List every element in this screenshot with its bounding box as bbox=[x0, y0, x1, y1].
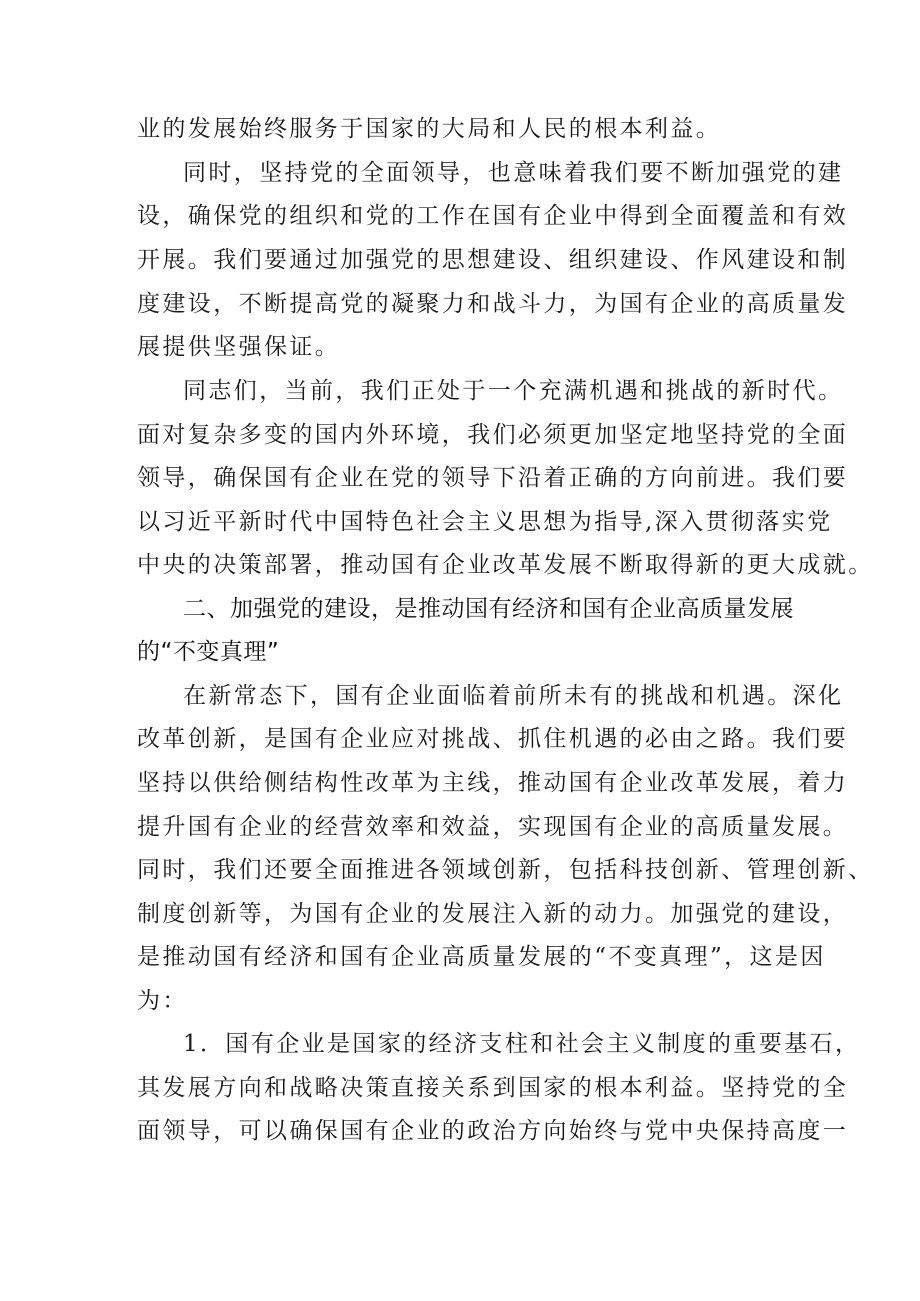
body-text-line: 为： bbox=[137, 988, 188, 1014]
body-text-line: 设，确保党的组织和党的工作在国有企业中得到全面覆盖和有效 bbox=[137, 203, 849, 229]
body-text-line: 度建设，不断提高党的凝聚力和战斗力，为国有企业的高质量发 bbox=[137, 291, 849, 317]
body-text-line: 是推动国有经济和国有企业高质量发展的“不变真理”，这是因 bbox=[137, 944, 826, 970]
body-text-line: 制度创新等，为国有企业的发展注入新的动力。加强党的建设， bbox=[137, 901, 849, 927]
body-text-line: 以习近平新时代中国特色社会主义思想为指导,深入贯彻落实党 bbox=[137, 509, 833, 535]
body-text-line: 业的发展始终服务于国家的大局和人民的根本利益。 bbox=[137, 116, 722, 142]
paragraph-first-line: 在新常态下，国有企业面临着前所未有的挑战和机遇。深化 bbox=[183, 683, 844, 709]
section-heading-continued: 的“不变真理” bbox=[137, 639, 280, 665]
body-text-line: 展提供坚强保证。 bbox=[137, 334, 341, 360]
body-text-line: 开展。我们要通过加强党的思想建设、组织建设、作风建设和制 bbox=[137, 247, 849, 273]
body-text-line: 改革创新，是国有企业应对挑战、抓住机遇的必由之路。我们要 bbox=[137, 726, 849, 752]
paragraph-first-line: 同时，坚持党的全面领导，也意味着我们要不断加强党的建 bbox=[183, 160, 844, 186]
paragraph-first-line: 同志们，当前，我们正处于一个充满机遇和挑战的新时代。 bbox=[183, 378, 844, 404]
body-text-line: 面对复杂多变的国内外环境，我们必须更加坚定地坚持党的全面 bbox=[137, 422, 849, 448]
body-text-line: 中央的决策部署，推动国有企业改革发展不断取得新的更大成就。 bbox=[137, 552, 874, 578]
section-heading: 二、加强党的建设，是推动国有经济和国有企业高质量发展 bbox=[183, 596, 794, 622]
body-text-line: 同时，我们还要全面推进各领域创新，包括科技创新、管理创新、 bbox=[137, 857, 874, 883]
body-text-line: 其发展方向和战略决策直接关系到国家的根本利益。坚持党的全 bbox=[137, 1075, 849, 1101]
body-text-line: 面领导，可以确保国有企业的政治方向始终与党中央保持高度一 bbox=[137, 1118, 849, 1144]
body-text-line: 坚持以供给侧结构性改革为主线，推动国有企业改革发展，着力 bbox=[137, 770, 849, 796]
numbered-item-first-line: 1．国有企业是国家的经济支柱和社会主义制度的重要基石， bbox=[183, 1031, 861, 1057]
body-text-line: 领导，确保国有企业在党的领导下沿着正确的方向前进。我们要 bbox=[137, 465, 849, 491]
body-text-line: 提升国有企业的经营效率和效益，实现国有企业的高质量发展。 bbox=[137, 814, 849, 840]
